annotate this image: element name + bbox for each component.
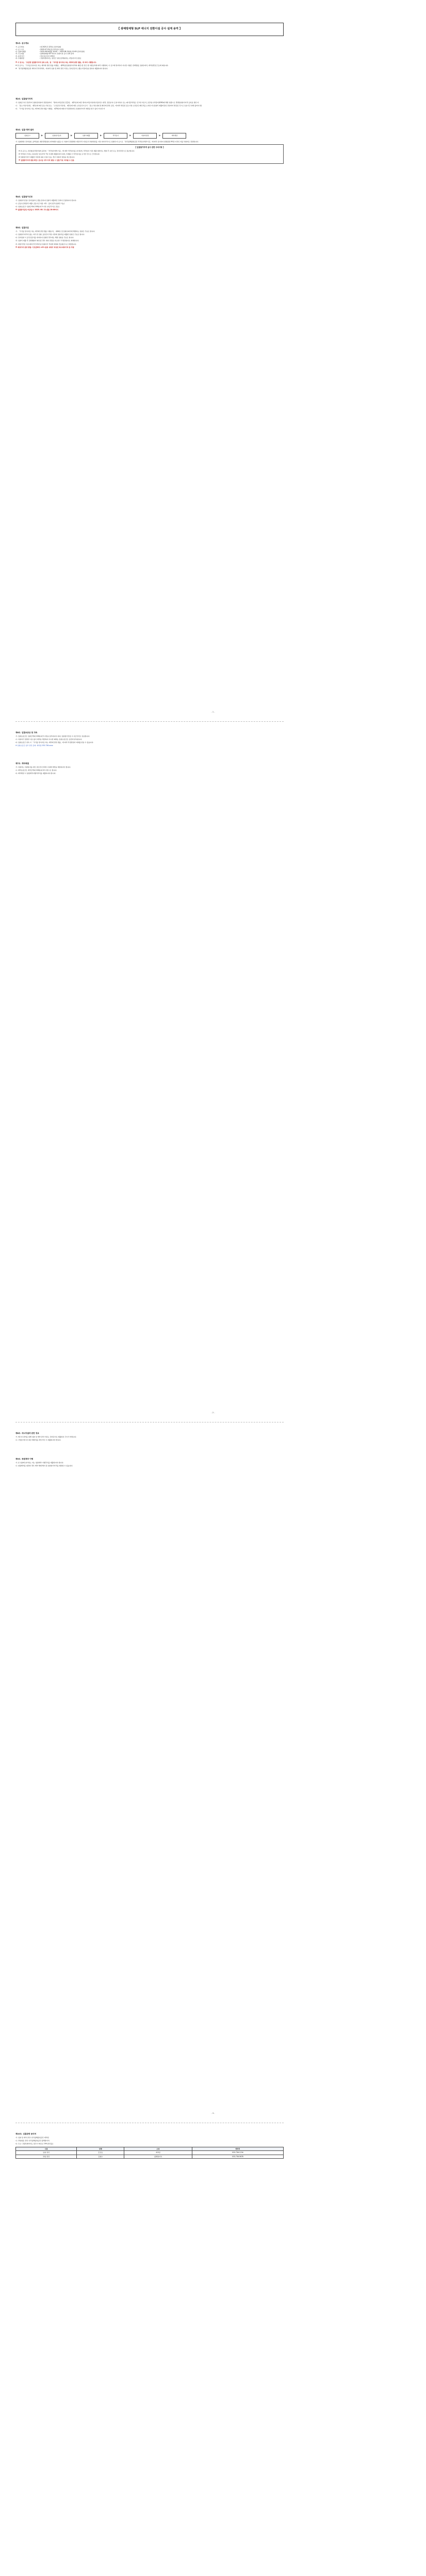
flow-step: 적격심사 — [104, 133, 127, 138]
contact-item: 나. 과업내용 관련: 한국광해광업공단 광해방지처 — [15, 2140, 50, 2142]
flow-step: 계약체결 — [162, 133, 186, 138]
section-integrity — [15, 1458, 284, 1468]
section-heading: 제2조. 입찰참가자격 — [15, 98, 32, 100]
overview-value: : 광해방제형 SLP 에너지 전환이설 공사 설계 용역 — [39, 53, 74, 55]
bid-bond-item: 나. 낙찰자가 정당한 이유 없이 계약을 체결하지 아니한 때에는 입찰보증금은 공단에 귀속됩니다. — [15, 738, 83, 741]
table-header-cell: 성명 — [77, 2147, 124, 2150]
price-note: ※ 예정가격 결정 방법: 기초금액의 ±2% 범위 내에서 작성된 복수예비가격 중 추첨 — [15, 246, 74, 248]
notice-box-line: ※ 입찰참가자가 제출한 서류에 허위 사실이 있는 경우 낙찰자 결정을 취소합니다. — [19, 156, 75, 159]
invalid-bid-item: 라. 입찰서 제출 후 담합행위가 확인된 경우 낙찰 결정을 취소하고 부정당업자로 제재합니다. — [15, 240, 79, 242]
section-heading: 제5조. 입찰무효 — [15, 227, 29, 229]
integrity-list — [15, 1462, 284, 1467]
section-invalid-bid — [15, 227, 284, 248]
table-header-cell: 구분 — [16, 2147, 77, 2150]
notice-box-title: 【 입찰참가자격 심사 관련 주의사항 】 — [134, 146, 165, 149]
invalid-bid-item: 가. 「국가를 당사자로 하는 계약에 관한 법률 시행규칙」 제44조 및 입찰유의서에 해당하는 입찰은 무효로 합니다. — [15, 230, 95, 233]
overview-key: 마. 용역기간 — [15, 55, 24, 57]
qualification-item: 가. 입찰공고일 전일부터 입찰일(낙찰자 결정일)까지 「엔지니어링산업 진흥법」 제21조에 따른 엔지니어링사업자(기술부문: 환경, 전문분야: 토양·지하수 또는 폐기물처리)로 신고한 자로서, 조달청 나라장터(G2B)에 해당 업종으로 경쟁입찰참가자격 등록을 필한 자 — [15, 101, 199, 104]
table-cell: 광해방지처 — [124, 2155, 192, 2158]
section-registration — [15, 196, 284, 211]
overview-value: : 제 2025-2-123호 (전자입찰) — [39, 46, 61, 48]
registration-deadline: ※ 입찰참가등록 마감일시: 2025. 08. 11.(월) 18:00까지 — [15, 209, 58, 211]
table-header-cell: 연락처 — [192, 2147, 283, 2150]
section-heading: 제1조. 공고개요 — [15, 42, 29, 44]
page-number: - 3 - — [211, 2112, 215, 2114]
flow-step: 입찰참가등록 — [45, 133, 69, 138]
procedure-paragraph: 가. 입찰방법: 전자입찰, 총액입찰, 제한경쟁입찰 (지역제한: 없음) 나. 낙찰자 결정방법: 예정가격 이하로서 낙찰하한율 이상 최저가격으로 입찰한 자 순으로 「한국광해광업공단 적격심사세부기준」에 따라 심사하여 종합평점 95점 이상인 자를 낙찰자로 결정합니다. — [15, 140, 199, 143]
notice-box-line: ※ 본 공고는 조달청(나라장터)와 공단의 「적격심사세부기준」에 따라 적격심사를 실시하며, 적격심사 서류 제출 대상자는 개찰 후 유선 또는 전자우편으로 통보합니다. — [19, 150, 135, 152]
overview-key: 가. 공고번호 — [15, 46, 24, 48]
energy-item: 가. 에너지 절약을 위해 입찰 및 계약 관련 서류는 전자문서로 제출하여 주시기 바랍니다. — [15, 1436, 77, 1438]
notice-box-line: ※ 적격심사 서류는 통보받은 날로부터 7일 이내에 제출하여야 하며, 미제출 시 적격심사를 포기한 것으로 간주합니다. — [19, 153, 100, 156]
section-heading: 제6조. 입찰보증금 및 귀속 — [15, 732, 38, 734]
contract-item: 가. 낙찰자는 낙찰통지를 받은 날로부터 10일 이내에 계약을 체결하여야 합니다. — [15, 766, 71, 769]
overview-value: : 2025.07.25(금) (적격심사 대상) — [39, 48, 64, 50]
contact-item: 다. 주소: 강원특별자치도 원주시 혁신로 199 (반곡동) — [15, 2143, 54, 2145]
red-note: ※ 이 공고는 「조달청 입찰참가자격 등록 규정」및 「국가를 당사자로 하는 계약에 관한 법률」에 따라 시행합니다. — [15, 61, 97, 63]
overview-rows — [15, 46, 284, 59]
table-header-row — [16, 2147, 284, 2150]
table-cell: 033-736-5678 — [192, 2155, 283, 2158]
section-contact — [15, 2133, 284, 2159]
section-heading: 제9조. 청렴계약 이행 — [15, 1458, 34, 1460]
registration-item: 다. 입찰보증금: 입찰금액의 100분의 5 이상 (지급각서로 갈음) — [15, 206, 59, 208]
flow-arrow-icon: ▶ — [71, 134, 73, 137]
section-heading: 제4조. 입찰참가신청 — [15, 196, 32, 198]
overview-key: 다. 입찰서제출 — [15, 50, 26, 53]
section-procedure — [15, 129, 284, 164]
flow-step: 입찰공고 — [15, 133, 39, 138]
table-cell: 김철수 — [77, 2155, 124, 2158]
section-bid-bond — [15, 732, 284, 747]
qualification-item: 나. 「중소기업기본법」 제2조에 따른 중소기업 또는 「소상공인기본법」 제2조에 따른 소상공인으로서 「중소기업 범위 및 확인에 관한 규정」에 따라 발급된 중소기업·소상공인 확인서를 소지한 자 (입찰서 제출마감일 전일까지 발급된 것으로 유효기간 내에 있어야 함) — [15, 105, 202, 107]
contract-list — [15, 766, 284, 775]
overview-key: 라. 주요내용 — [15, 53, 24, 55]
invalid-bid-item: 나. 입찰참가자격이 없는 자가 한 입찰, 동일인이 2통 이상의 입찰서를 제출한 입찰은 무효로 합니다. — [15, 233, 85, 236]
section-contract — [15, 762, 284, 775]
notice-box — [15, 144, 284, 164]
table-cell: 입찰 관련 — [16, 2151, 77, 2155]
overview-value: : 강원특별자치도 정선군 일원 (상세위치는 과업지시서 참조) — [39, 57, 81, 60]
contact-list — [15, 2137, 284, 2145]
bond-contact: ※ 입찰보증금 납부 관련 문의: 계약팀 033-736-xxxx — [15, 744, 53, 747]
notice-box-lines — [19, 150, 281, 159]
registration-item: 가. 입찰참가신청: 전자입찰시스템을 통하여 입찰서 제출마감 전까지 신청하여야 합니다. — [15, 199, 77, 202]
table-row — [16, 2155, 284, 2158]
section-qualification — [15, 98, 284, 111]
qualification-item: 다. 「국가를 당사자로 하는 계약에 관한 법률 시행령」 제76조에 의하여 부정당업자로 입찰참가자격 제한을 받고 있지 아니한 자 — [15, 108, 105, 110]
contact-item: 가. 입찰 및 계약 관련: 한국광해광업공단 계약팀 — [15, 2137, 49, 2139]
contract-item: 다. 계약체결 시 청렴계약이행서약서를 제출하여야 합니다. — [15, 772, 56, 775]
flow-arrow-icon: ▶ — [159, 134, 161, 137]
invalid-bid-item: 다. 전자입찰 시 공인인증서를 대여하여 입찰한 경우에는 해당 입찰을 무효로 합니다. — [15, 236, 74, 239]
table-cell: 홍길동 — [77, 2151, 124, 2155]
registration-list — [15, 199, 284, 208]
section-heading: 제7조. 계약체결 — [15, 762, 29, 765]
section-heading: 제3조. 입찰·계약 절차 — [15, 129, 34, 131]
overview-row — [15, 57, 284, 59]
bid-bond-item: 가. 입찰보증금은 입찰금액의 100분의 5 이상을 납부하여야 하며, 입찰참가신청 시 지급각서로 갈음합니다. — [15, 735, 90, 738]
flow-arrow-icon: ▶ — [100, 134, 102, 137]
contact-table — [15, 2147, 284, 2159]
section-energy — [15, 1432, 284, 1442]
overview-key: 바. 수행현장 — [15, 57, 24, 60]
overview-key: 나. 공 고 일 — [15, 48, 24, 50]
registration-item: 나. 공동수급협정서 제출: 공동수급 허용 여부 - 불허 (단독입찰만 가능) — [15, 202, 65, 205]
notice-paragraph: ※ 「한국광해광업공단 계약사무처리세칙」에 따라 입찰 및 계약 관련 서류는 전자조달시스템(누리장터)을 통하여 제출하여야 합니다. — [15, 67, 108, 70]
page-number: - 2 - — [211, 1412, 215, 1414]
bid-bond-list — [15, 735, 284, 744]
flow-step: 낙찰자결정 — [133, 133, 157, 138]
integrity-item: 가. 본 입찰에 참가하는 자는 청렴계약 이행각서를 제출하여야 합니다. — [15, 1462, 64, 1464]
integrity-item: 나. 청렴계약을 위반한 경우 계약 해제·해지 및 입찰참가자격을 제한할 수 있습니다. — [15, 1465, 73, 1467]
invalid-bid-list — [15, 230, 284, 245]
contract-item: 나. 계약보증금은 계약금액의 100분의 10 이상으로 합니다. — [15, 769, 57, 772]
notice-box-red: ※ 입찰참가자격 변동 확인: 공고일 이후 자격 변동 시 입찰 무효 처리될 수 있음 — [19, 159, 74, 162]
overview-value: : 2025.08.04(월) 10:00 ~ 2025.08.12(화) 10:00 (전자입찰) — [39, 50, 85, 53]
flow-arrow-icon: ▶ — [41, 134, 43, 137]
table-cell: 계약팀 — [124, 2151, 192, 2155]
table-row — [16, 2151, 284, 2155]
qualification-list — [15, 101, 284, 110]
table-cell: 과업 관련 — [16, 2155, 77, 2158]
bid-bond-item: 다. 입찰보증금 귀속 시 「국가를 당사자로 하는 계약에 관한 법률」에 따라 부정당업자 제재를 받을 수 있습니다. — [15, 741, 94, 744]
energy-list — [15, 1436, 284, 1442]
section-heading: 제10조. 입찰관련 문의처 — [15, 2133, 37, 2135]
notice-paragraph: ※ 본 공고는 「국가를 당사자로 하는 계약에 관한 법률 시행령」 제33조(입찰참가자격의 제한) 및 같은 법 시행규칙에 따라 시행하며, 이 공고에 명시되지 아니한 사항은 관계법령, 입찰유의서, 계약일반조건 등에 따릅니다. — [15, 64, 169, 66]
flow-arrow-icon: ▶ — [129, 134, 132, 137]
table-body — [16, 2151, 284, 2159]
invalid-bid-item: 마. 예정가격은 복수예비가격 15개 중 입찰자가 추첨한 4개의 산술평균으로 결정합니다. — [15, 243, 77, 245]
energy-item: 나. 사업장 에너지 절감 계획서를 과업 착수 시 제출하여야 합니다. — [15, 1439, 61, 1442]
table-cell: 033-736-1234 — [192, 2151, 283, 2155]
section-overview — [15, 42, 284, 71]
overview-value: : 착수일로부터 150일 — [39, 55, 55, 57]
section-heading: 제8조. 에너지절약 관련 정보 — [15, 1432, 39, 1434]
document-title: 【 광해방제형 SLP 에너지 전환이설 공사 설계 용역 】 — [15, 23, 284, 36]
flow-step: 입찰서제출 — [74, 133, 98, 138]
page-number: - 1 - — [211, 711, 215, 713]
page-divider — [15, 721, 284, 722]
table-header-cell: 소속 — [124, 2147, 192, 2150]
procedure-flow — [15, 133, 284, 138]
